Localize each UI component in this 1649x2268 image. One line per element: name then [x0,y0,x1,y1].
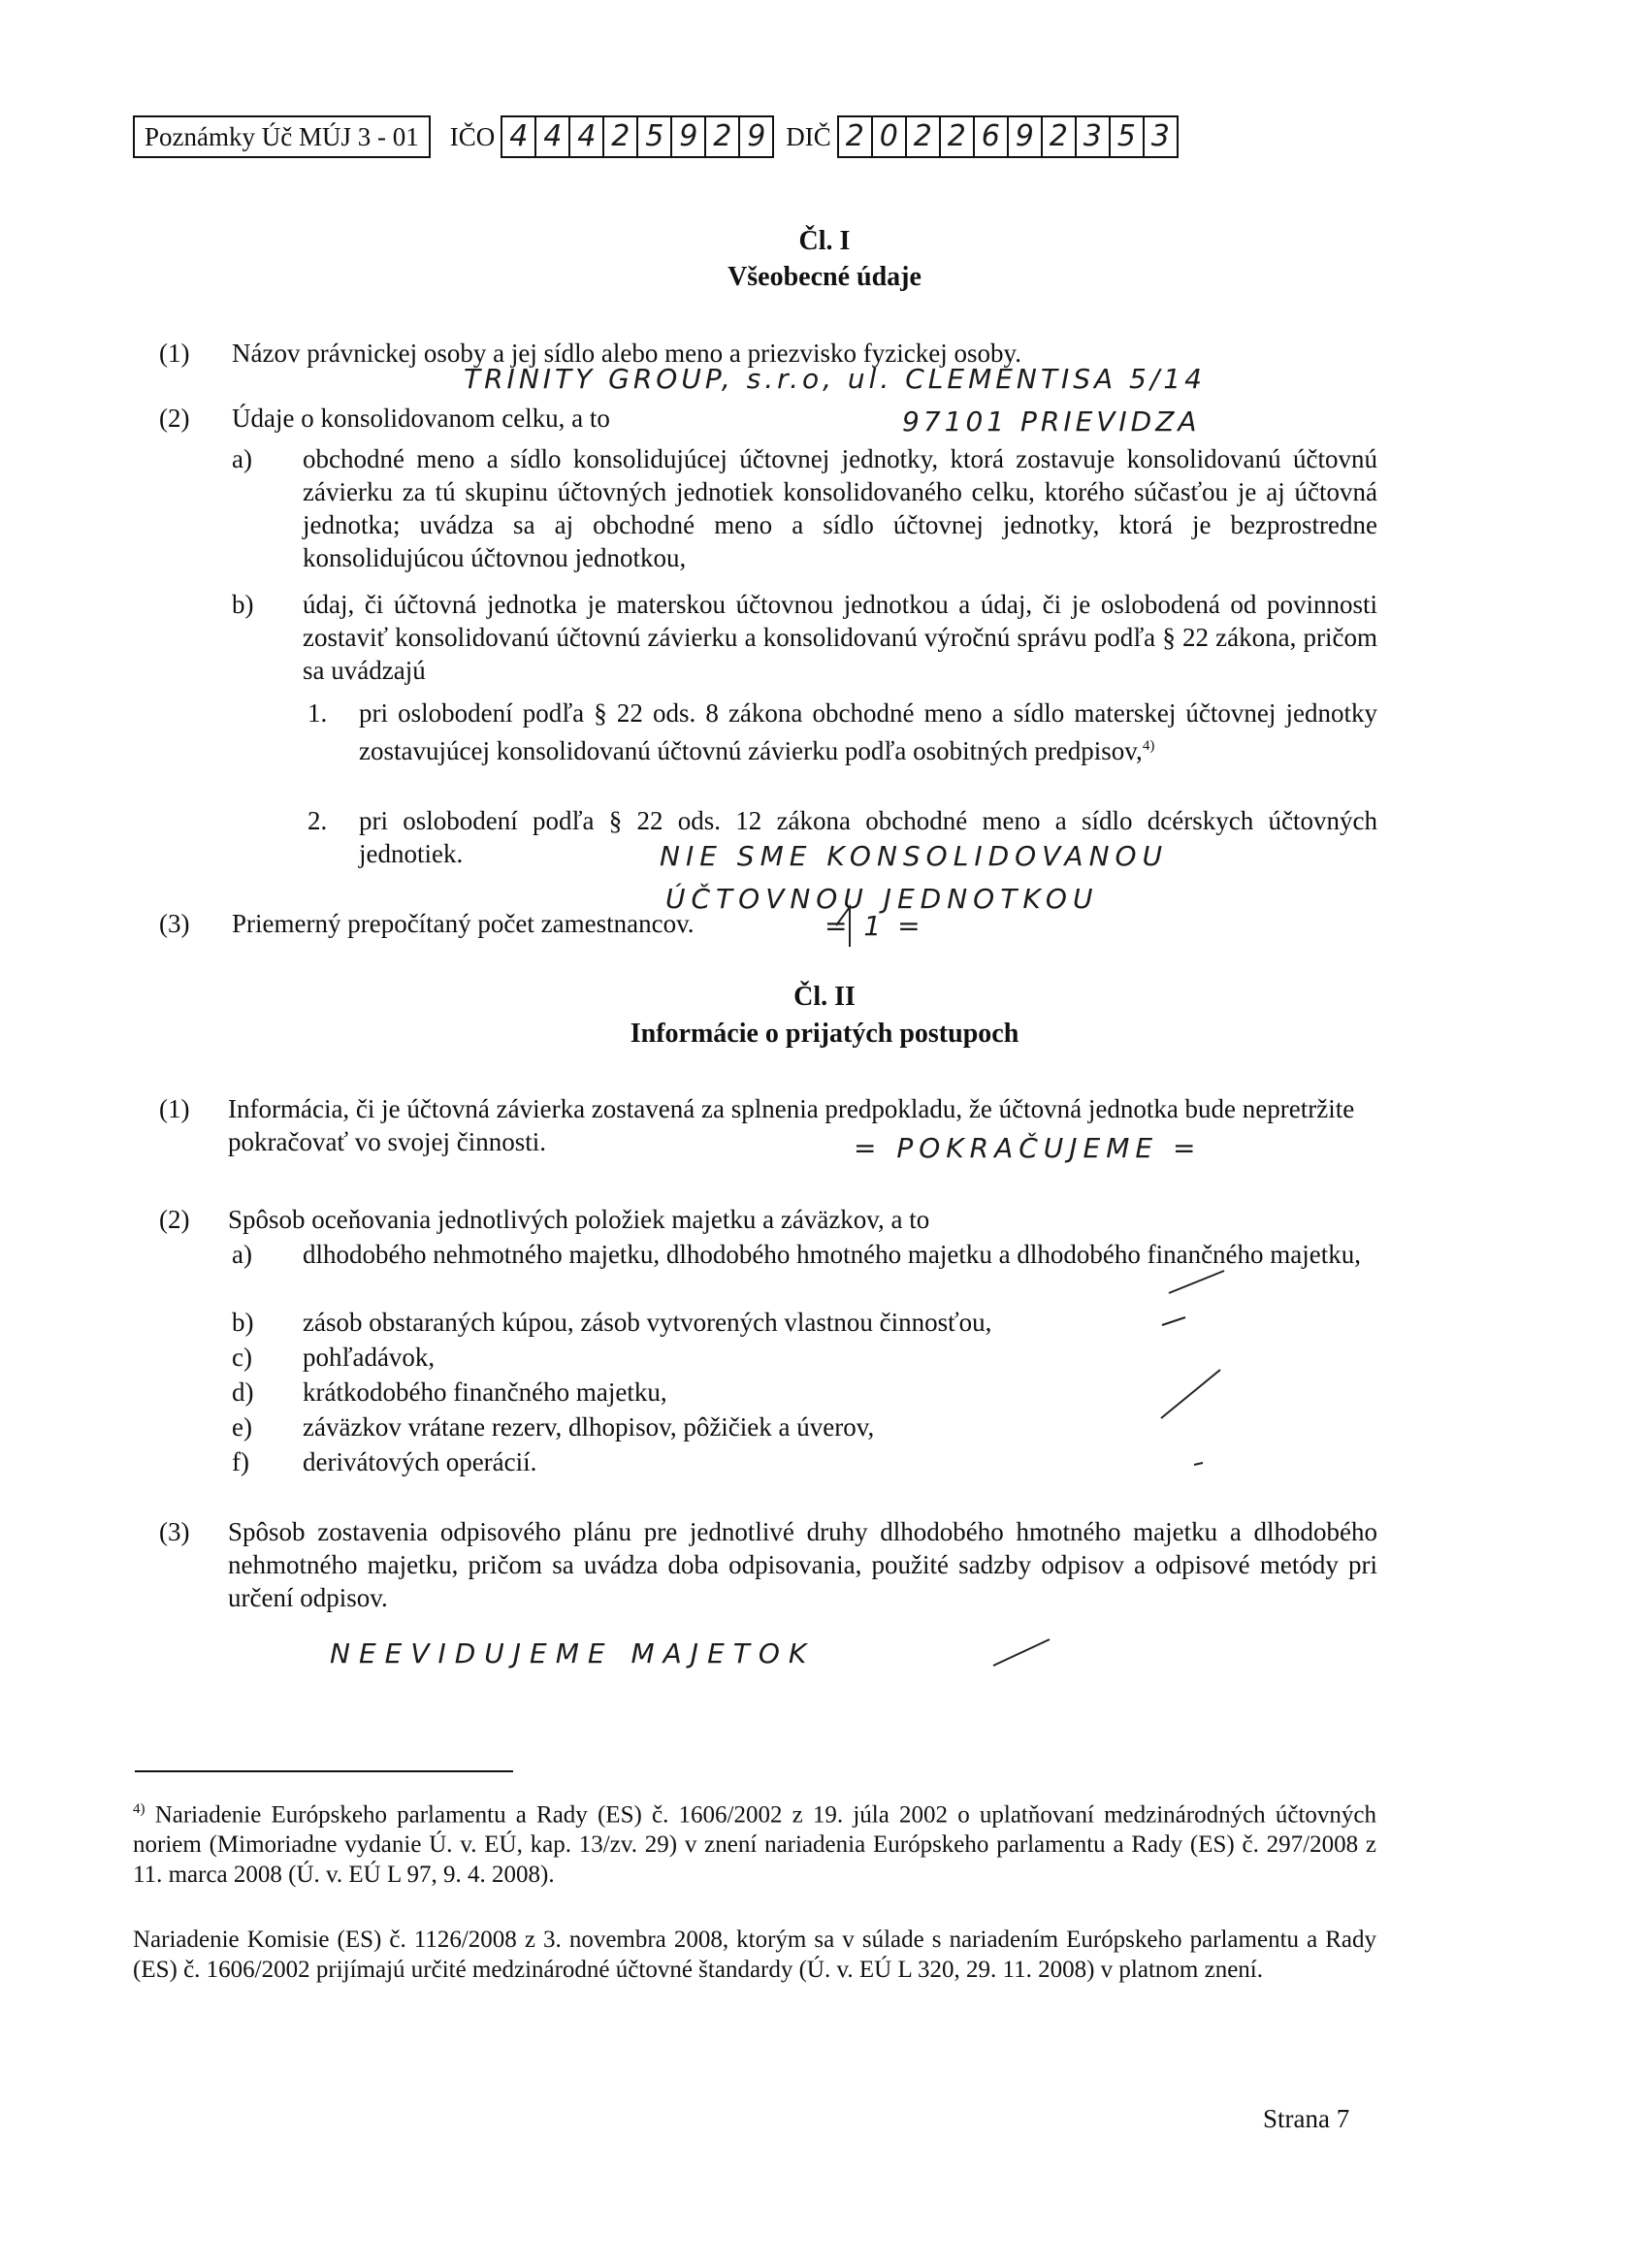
ico-digit: 2 [704,115,740,158]
sublist-label: 2. [307,806,328,835]
item-text: Informácia, či je účtovná závierka zostavená za splnenia predpokladu, že účtovná jednotka bude nepretržite pokračovať vo svojej činnosti. [228,1094,1355,1156]
footnote-ref: 4) [1142,738,1155,754]
sublist-text-body: pri oslobodení podľa § 22 ods. 8 zákona obchodné meno a sídlo materskej účtovnej jednotky zostavujúcej konsolidovanú účtovnú závierku podľa osobitných predpisov, [359,698,1377,765]
page-number: Strana 7 [1263,2104,1350,2133]
article-2-title: Čl. II [793,982,856,1012]
handwritten-city: 97101 PRIEVIDZA [902,405,1201,437]
dic-digit: 0 [871,115,907,158]
sublist-label: 1. [307,698,328,728]
dic-digit: 3 [1075,115,1111,158]
list-label: f) [232,1447,249,1476]
list-text: údaj, či účtovná jednotka je materskou účtovnou jednotkou a údaj, či je oslobodená od povinnosti zostaviť konsolidovanú účtovnú závierku a konsolidovanú výročnú správu podľa § 22 zákona, pričom sa uvádzajú [303,590,1377,685]
handwritten-dash-mark [1162,1317,1185,1325]
handwritten-slash-mark [1161,1370,1220,1418]
handwritten-note: ÚČTOVNOU JEDNOTKOU [665,883,1099,915]
ico-digit: 4 [501,115,536,158]
handwritten-employee-count: = 1 = [824,910,924,942]
list-label: b) [232,590,254,619]
footnote-marker: 4) [133,1801,146,1817]
item-number: (2) [159,404,190,433]
dic-label: DIČ [786,121,831,151]
footnote-1-text: Nariadenie Európskeho parlamentu a Rady (ES) č. 1606/2002 z 19. júla 2002 o uplatňovaní medzinárodných účtovných noriem (Mimoriadne vydanie Ú. v. EÚ, kap. 13/zv. 29) v znení nariadenia Európskeho parlamentu a Rady (ES) č. 297/2008 z 11. marca 2008 (Ú. v. EÚ L 97, 9. 4. 2008). [133,1801,1376,1889]
dic-digit: 2 [837,115,873,158]
dic-digit: 2 [1041,115,1077,158]
list-text: derivátových operácií. [303,1447,537,1476]
footnote-2: Nariadenie Komisie (ES) č. 1126/2008 z 3. novembra 2008, ktorým sa v súlade s nariadením Európskeho parlamentu a Rady (ES) č. 1606/2002 prijímajú určité medzinárodné účtovné štandardy (Ú. v. EÚ L 320, 29. 11. 2008) v platnom znení. [133,1927,1376,1983]
handwritten-slash-mark [993,1639,1050,1666]
list-label: c) [232,1343,252,1372]
ico-label: IČO [449,121,496,151]
handwritten-depreciation-note: NEEVIDUJEME MAJETOK [330,1637,816,1669]
list-text: dlhodobého nehmotného majetku, dlhodobého hmotného majetku a dlhodobého finančného majetku, [303,1240,1362,1269]
list-text: obchodné meno a sídlo konsolidujúcej účtovnej jednotky, ktorá zostavuje konsolidovanú účtovnú závierku za tú skupinu účtovných jednotiek konsolidovaného celku, ktorého súčasťou je aj účtovná jednotka; uvádza sa aj obchodné meno a sídlo účtovnej jednotky, ktorá je bezprostredne konsolidujúcou účtovnou jednotkou, [303,444,1377,572]
ico-digit: 4 [534,115,570,158]
item-number: (2) [159,1205,190,1234]
dic-digit: 9 [1007,115,1043,158]
ico-digit: 9 [738,115,774,158]
list-text: pohľadávok, [303,1343,436,1372]
ico-digit: 2 [602,115,638,158]
dic-digit: 3 [1143,115,1179,158]
handwritten-stroke [836,907,850,947]
article-1-title: Čl. I [798,226,851,256]
list-label: e) [232,1412,252,1442]
item-text: Údaje o konsolidovanom celku, a to [232,404,610,433]
handwritten-going-concern: = POKRAČUJEME = [854,1132,1202,1164]
ico-digit: 4 [568,115,604,158]
item-text: Priemerný prepočítaný počet zamestnancov. [232,909,695,938]
handwritten-company-name: TRINITY GROUP, s.r.o, ul. CLEMENTISA 5/14 [464,363,1206,395]
list-label: a) [232,444,252,473]
item-number: (1) [159,1094,190,1123]
form-label: Poznámky Úč MÚJ 3 - 01 [133,115,431,158]
item-text: Spôsob zostavenia odpisového plánu pre jednotlivé druhy dlhodobého hmotného majetku a dlhodobého nehmotného majetku, pričom sa uvádza doba odpisovania, použité sadzby odpisov a odpisové metódy pri určení odpisov. [228,1517,1377,1612]
list-text: krátkodobého finančného majetku, [303,1377,667,1407]
handwritten-dot-mark [1194,1463,1203,1465]
dic-digit: 5 [1109,115,1145,158]
handwritten-dash-mark [1169,1271,1224,1293]
item-number: (3) [159,1517,190,1546]
article-2-subtitle: Informácie o prijatých postupoch [630,1019,1019,1049]
item-number: (1) [159,339,190,368]
sublist-text: pri oslobodení podľa § 22 ods. 12 zákona obchodné meno a sídlo dcérskych účtovných jednotiek. [359,806,1377,868]
item-text: Názov právnickej osoby a jej sídlo alebo meno a priezvisko fyzickej osoby. [232,339,1022,368]
item-text: Spôsob oceňovania jednotlivých položiek majetku a záväzkov, a to [228,1205,930,1234]
list-label: d) [232,1377,254,1407]
list-label: a) [232,1240,252,1269]
article-1-subtitle: Všeobecné údaje [728,262,922,292]
ico-digit: 5 [636,115,672,158]
list-text: zásob obstaraných kúpou, zásob vytvorených vlastnou činnosťou, [303,1308,992,1337]
list-text: záväzkov vrátane rezerv, dlhopisov, pôžičiek a úverov, [303,1412,875,1442]
footnote-1 [133,1795,1376,1890]
footnote-divider [135,1770,513,1772]
list-label: b) [232,1308,254,1337]
handwritten-note: NIE SME KONSOLIDOVANOU [660,840,1169,872]
dic-digit: 6 [973,115,1009,158]
dic-digit: 2 [939,115,975,158]
ico-digit: 9 [670,115,706,158]
dic-digit: 2 [905,115,941,158]
item-number: (3) [159,909,190,938]
